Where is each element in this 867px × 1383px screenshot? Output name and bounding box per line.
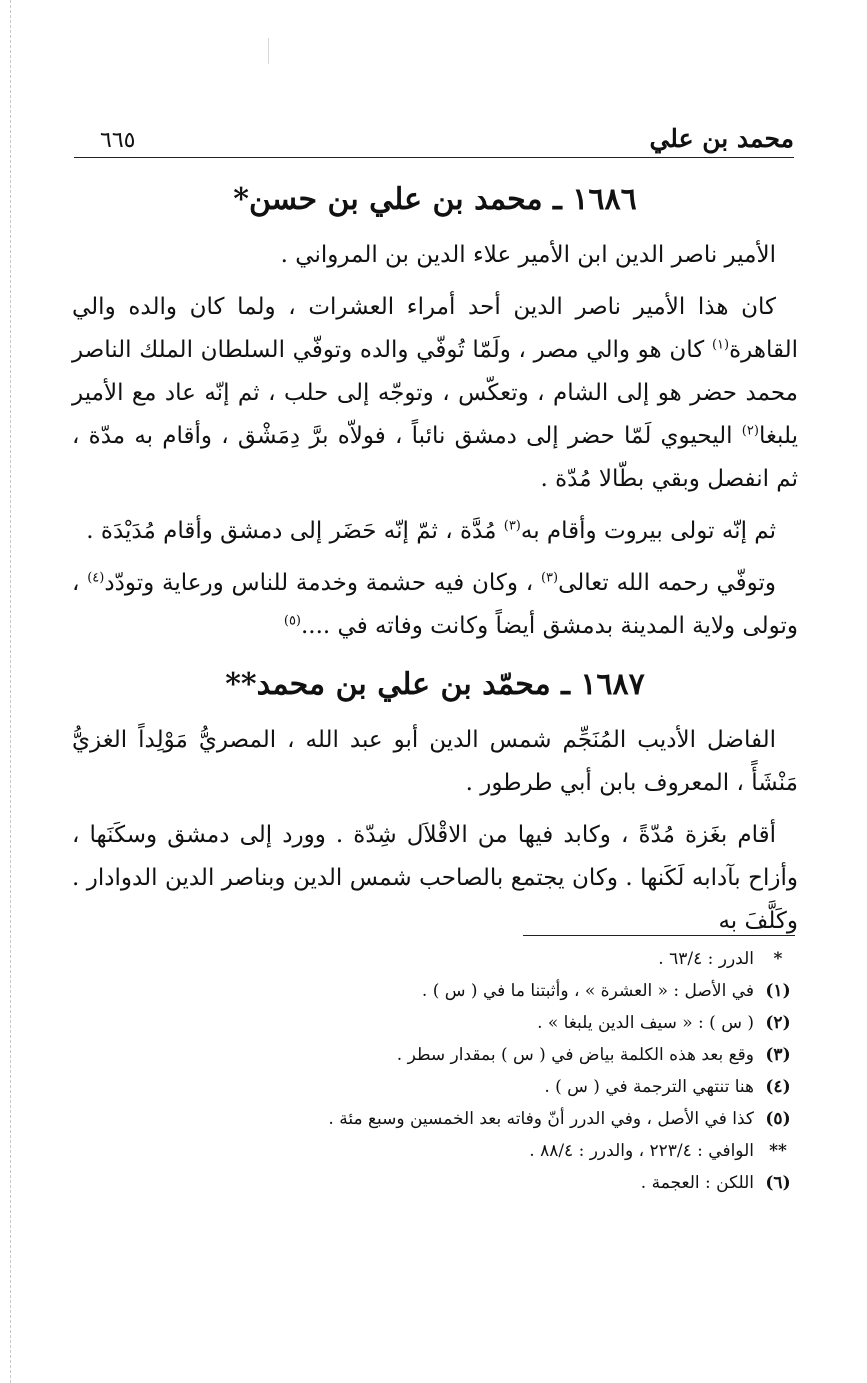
footnote-mark: (٤) bbox=[765, 1077, 791, 1097]
footnote bbox=[90, 1166, 802, 1198]
footnote-text: وقع بعد هذه الكلمة بياض في ( س ) بمقدار سطر . bbox=[396, 1045, 754, 1065]
paragraph: ثم إنّه تولى بيروت وأقام به$^{(٣)}$ مُدَّة ، ثمّ إنّه حَضَر إلى دمشق وأقام مُدَيْدَة . bbox=[86, 518, 776, 544]
paragraph: الأمير ناصر الدين ابن الأمير علاء الدين بن المرواني . bbox=[280, 242, 776, 268]
paragraph: كان هذا الأمير ناصر الدين أحد أمراء العشرات ، ولما كان والده والي القاهرة$^{(١)}$ كان هو والي مصر ، ولَمّا تُوفّي والده وتوفّي السلطان الملك الناصر محمد حضر هو إلى الشام ، وتعكّس ، وتوجّه إلى حلب ، ثم إنّه عاد مع الأمير يلبغا$^{(٢)}$ اليحيوي لَمّا حضر إلى دمشق نائباً ، فولاّه برَّ دِمَشْق ، وأقام به مدّة ، ثم انفصل وبقي بطّالا مُدّة . bbox=[72, 294, 798, 492]
entry-title: ١٦٨٧ ـ محمّد بن علي بن محمد** bbox=[225, 667, 645, 702]
footnote bbox=[90, 1102, 802, 1134]
entry-1686 bbox=[72, 172, 798, 648]
footnotes bbox=[90, 942, 802, 1198]
footnote bbox=[90, 1070, 802, 1102]
footnote-mark: * bbox=[773, 949, 783, 969]
footnote-mark: (٥) bbox=[765, 1109, 791, 1129]
footnote bbox=[90, 942, 802, 974]
footnote-mark: (٦) bbox=[765, 1173, 791, 1193]
paragraph: الفاضل الأديب المُنَجِّم شمس الدين أبو عبد الله ، المصريُّ مَوْلِداً الغزيُّ مَنْشَأً ، المعروف بابن أبي طرطور . bbox=[72, 727, 798, 796]
entry-1687 bbox=[72, 657, 798, 943]
main-text bbox=[72, 166, 798, 952]
footnote-text: كذا في الأصل ، وفي الدرر أنّ وفاته بعد الخمسين وسبع مئة . bbox=[328, 1109, 754, 1129]
footnote bbox=[90, 974, 802, 1006]
footnote-mark: (٣) bbox=[765, 1045, 791, 1065]
page-header bbox=[74, 118, 794, 158]
scan-fold-line bbox=[10, 0, 11, 1383]
footnote bbox=[90, 1038, 802, 1070]
footnote-mark: ** bbox=[769, 1141, 787, 1161]
scan-artifact bbox=[268, 38, 269, 64]
footnote bbox=[90, 1006, 802, 1038]
running-head: محمد بن علي bbox=[649, 124, 794, 153]
footnote-text: الدرر : ٦٣/٤ . bbox=[658, 949, 754, 969]
footnote-text: اللكن : العجمة . bbox=[640, 1173, 754, 1193]
footnote-mark: (٢) bbox=[765, 1013, 791, 1033]
page-number: ٦٦٥ bbox=[100, 128, 136, 153]
footnote bbox=[90, 1134, 802, 1166]
footnote-text: الوافي : ٢٢٣/٤ ، والدرر : ٨٨/٤ . bbox=[529, 1141, 754, 1161]
footnote-text: هنا تنتهي الترجمة في ( س ) . bbox=[544, 1077, 754, 1097]
footnote-divider bbox=[523, 935, 795, 936]
footnote-text: ( س ) : « سيف الدين يلبغا » . bbox=[537, 1013, 754, 1033]
footnote-mark: (١) bbox=[765, 981, 791, 1001]
entry-title: ١٦٨٦ ـ محمد بن علي بن حسن* bbox=[233, 182, 637, 217]
header-divider bbox=[74, 157, 794, 158]
paragraph: وتوفّي رحمه الله تعالى$^{(٣)}$ ، وكان فيه حشمة وخدمة للناس ورعاية وتودّد$^{(٤)}$ ، وتولى ولاية المدينة بدمشق أيضاً وكانت وفاته في ....$^{(٥)}$ bbox=[72, 570, 798, 639]
paragraph: أقام بغَزة مُدّةً ، وكابد فيها من الاقْلاَل شِدّة . وورد إلى دمشق وسكَنَها ، وأزاح بآدابه لَكَنها . وكان يجتمع بالصاحب شمس الدين وبناصر الدين الدوادار . وكَلَّفَ به bbox=[72, 822, 798, 934]
footnote-text: في الأصل : « العشرة » ، وأثبتنا ما في ( س ) . bbox=[421, 981, 754, 1001]
